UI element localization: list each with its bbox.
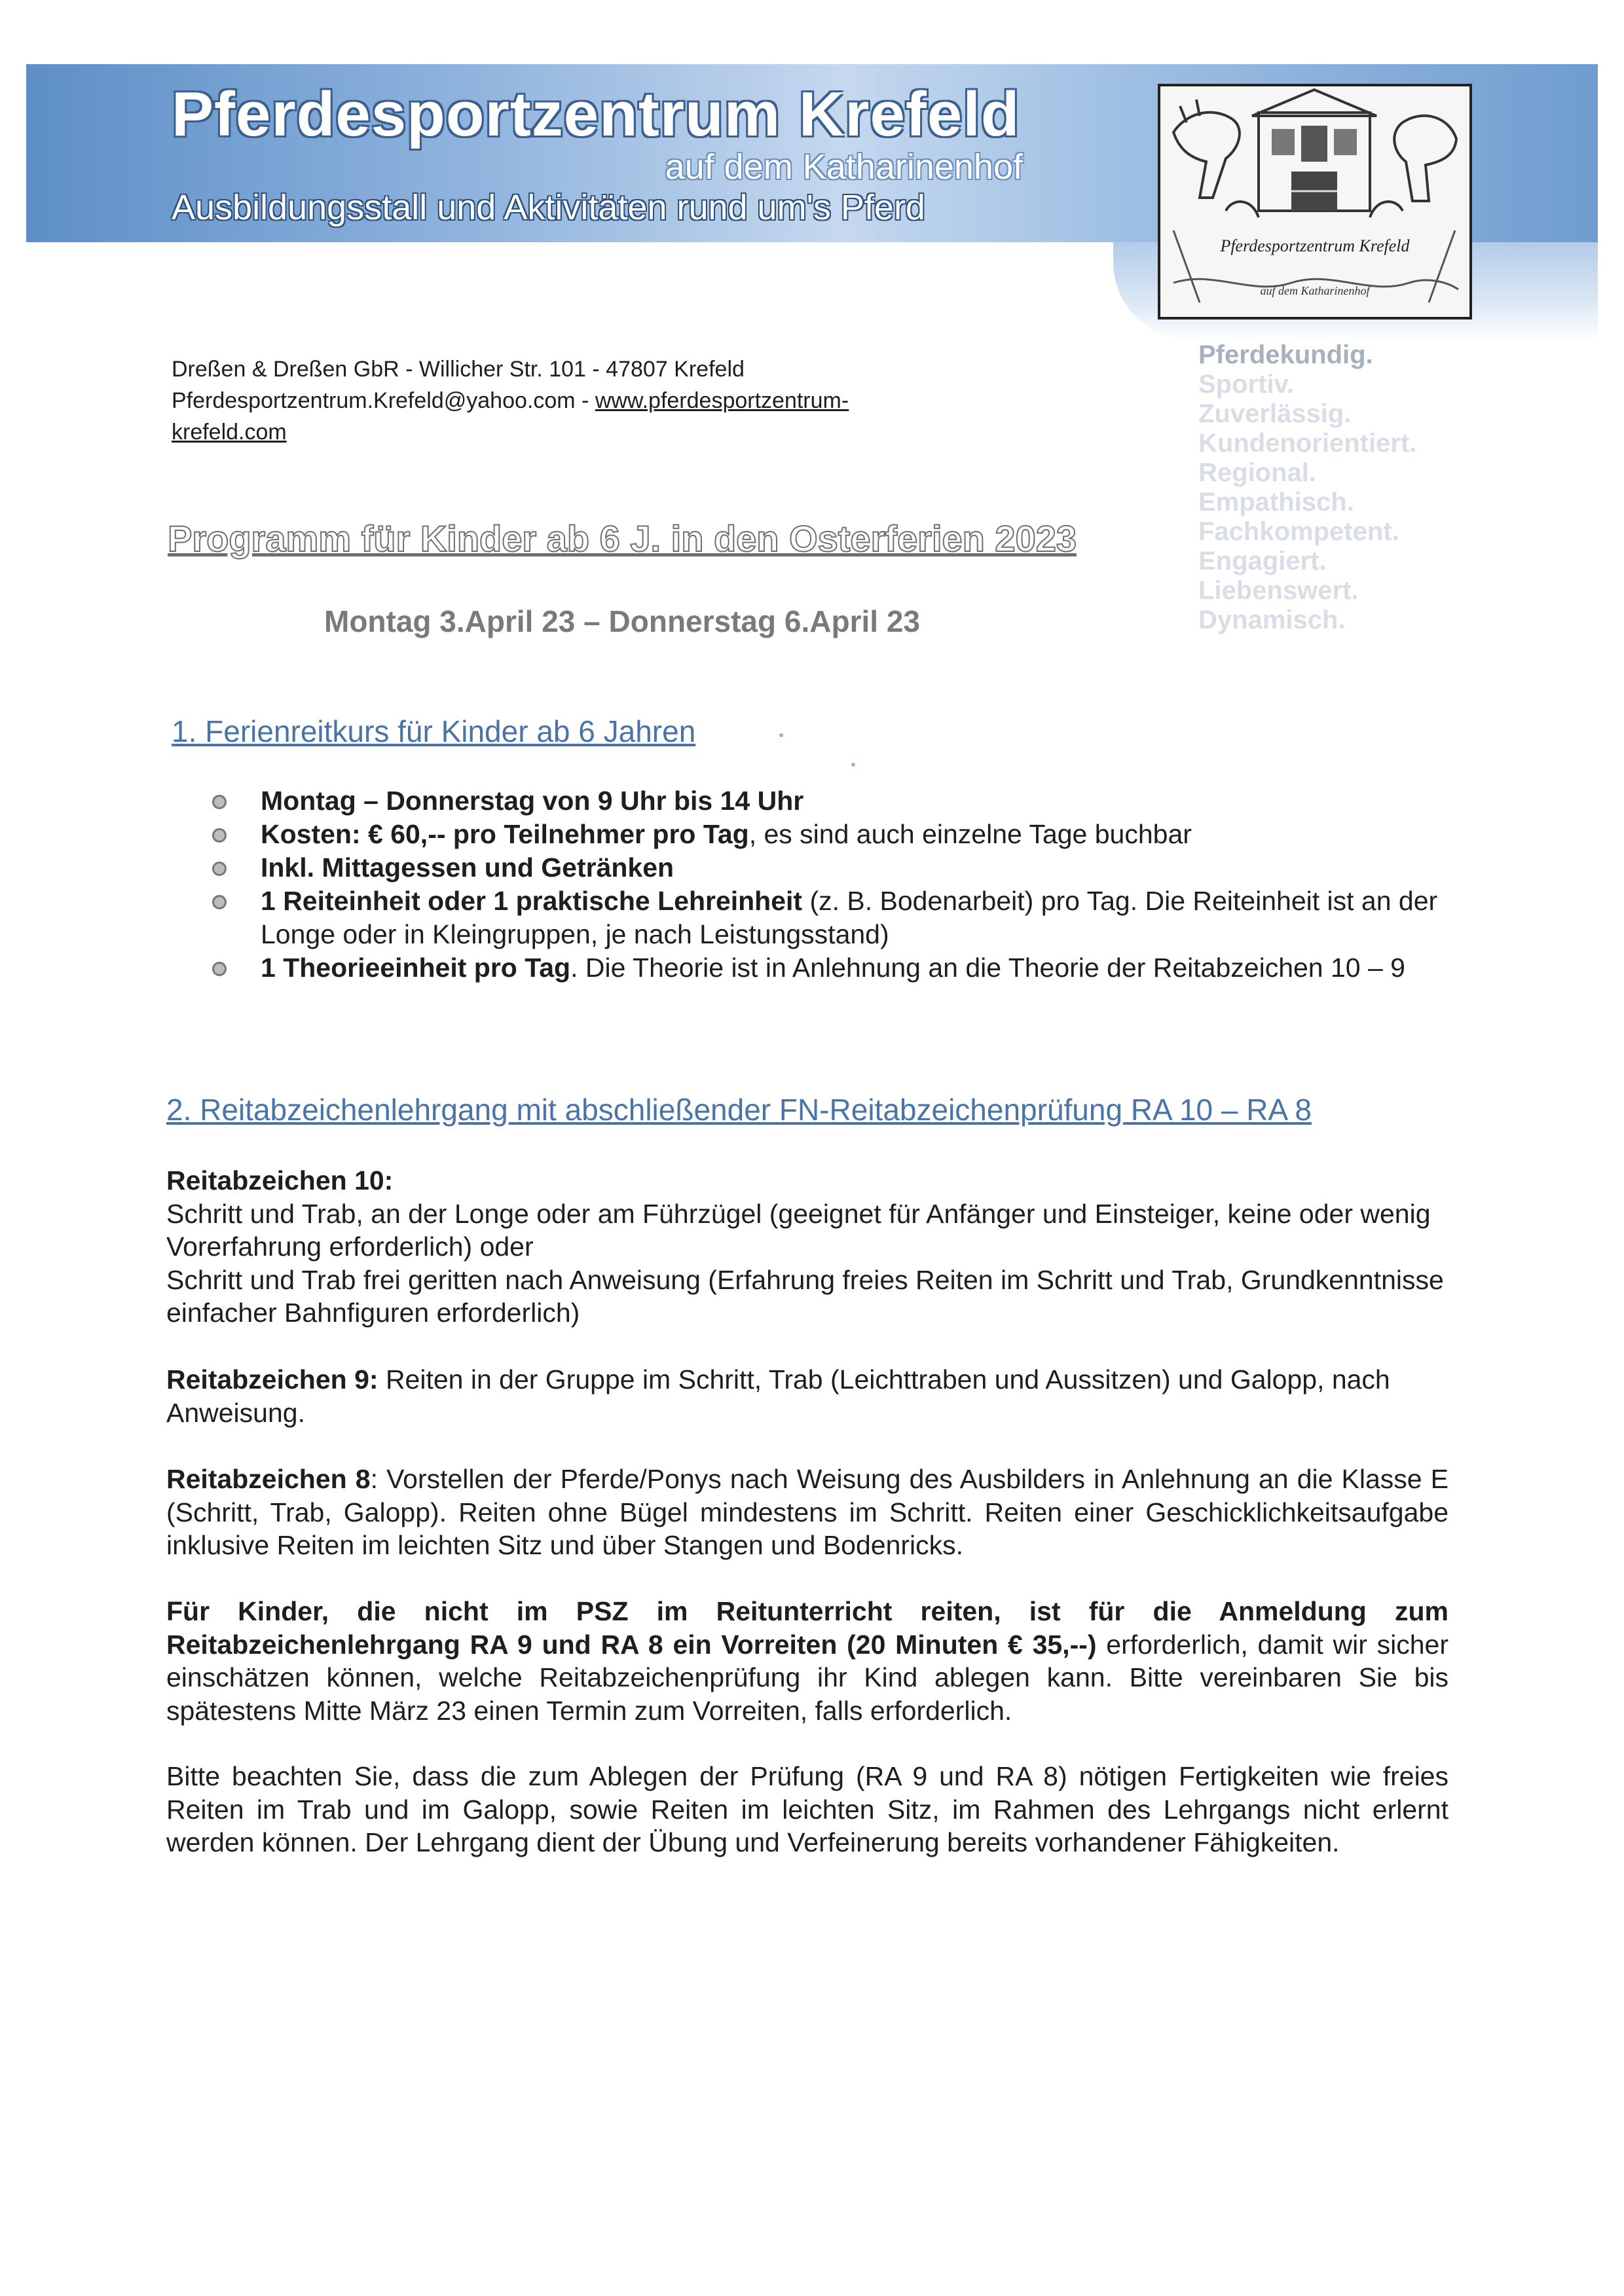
scan-speck bbox=[851, 763, 855, 767]
side-word: Dynamisch. bbox=[1198, 606, 1346, 634]
section2-heading: 2. Reitabzeichenlehrgang mit abschließender FN-Reitabzeichenprüfung RA 10 – RA 8 bbox=[166, 1093, 1312, 1127]
ra8-text: : Vorstellen der Pferde/Ponys nach Weisung des Ausbilders in Anlehnung an die Klasse E (Schritt, Trab, Galopp). Reiten ohne Bügel mindestens im Schritt. Reiten einer Geschicklichkeitsaufgabe inklusive Reiten im leichten Sitz und über Stangen und Bodenricks. bbox=[166, 1464, 1449, 1560]
ra8-label: Reitabzeichen 8 bbox=[166, 1464, 371, 1494]
registration-note-bold: Für Kinder, die nicht im PSZ im Reitunterricht reiten, ist für die Anmeldung zum Reitabzeichenlehrgang RA 9 und RA 8 ein Vorreiten (20 Minuten € 35,--) bbox=[166, 1596, 1449, 1660]
side-word: Engagiert. bbox=[1198, 547, 1327, 575]
ra10-text-2: Schritt und Trab frei geritten nach Anweisung (Erfahrung freies Reiten im Schritt und Trab, Grundkenntnisse einfacher Bahnfiguren erforderlich) bbox=[166, 1264, 1444, 1328]
bullet-icon bbox=[212, 895, 227, 909]
program-dates: Montag 3.April 23 – Donnerstag 6.April 23 bbox=[324, 604, 920, 638]
registration-note-text: erforderlich, damit wir sicher einschätzen können, welche Reitabzeichenprüfung ihr Kind ablegen kann. Bitte vereinbaren Sie bis spätestens Mitte März 23 einen Termin zum Vorreiten, falls erforderlich. bbox=[166, 1629, 1449, 1726]
side-word: Zuverlässig. bbox=[1198, 399, 1352, 428]
list-item: Kosten: € 60,-- pro Teilnehmer pro Tag, es sind auch einzelne Tage buchbar bbox=[172, 818, 1481, 851]
scan-speck bbox=[779, 733, 783, 737]
side-word: Kundenorientiert. bbox=[1198, 429, 1417, 458]
contact-line bbox=[172, 385, 944, 416]
address-line: Dreßen & Dreßen GbR - Willicher Str. 101 - 47807 Krefeld bbox=[172, 357, 745, 382]
ra8-block bbox=[166, 1463, 1449, 1562]
header-tagline: Ausbildungsstall und Aktivitäten rund um's Pferd bbox=[172, 188, 925, 227]
header-title: Pferdesportzentrum Krefeld bbox=[172, 79, 1020, 149]
section1-heading: 1. Ferienreitkurs für Kinder ab 6 Jahren bbox=[172, 714, 696, 748]
list-item: 1 Reiteinheit oder 1 praktische Lehreinheit (z. B. Bodenarbeit) pro Tag. Die Reiteinheit ist an der Longe oder in Kleingruppen, je nach Leistungsstand) bbox=[172, 884, 1481, 951]
closing-paragraph: Bitte beachten Sie, dass die zum Ablegen der Prüfung (RA 9 und RA 8) nötigen Fertigkeiten wie freies Reiten im Trab und im Galopp, sowie Reiten im leichten Sitz, im Rahmen des Lehrgangs nicht erlernt werden können. Der Lehrgang dient der Übung und Verfeinerung bereits vorhandener Fähigkeiten. bbox=[166, 1761, 1449, 1857]
horse-house-sketch-icon bbox=[1160, 86, 1469, 317]
registration-note bbox=[166, 1595, 1449, 1727]
list-item: 1 Theorieeinheit pro Tag. Die Theorie ist in Anlehnung an die Theorie der Reitabzeichen 10 – 9 bbox=[172, 951, 1481, 985]
website-link-continued[interactable]: krefeld.com bbox=[172, 420, 287, 445]
section1-bullet-list bbox=[172, 784, 1481, 985]
ra9-text: Reiten in der Gruppe im Schritt, Trab (Leichttraben und Aussitzen) und Galopp, nach Anweisung. bbox=[166, 1364, 1390, 1428]
ra9-block bbox=[166, 1363, 1449, 1429]
ra9-label: Reitabzeichen 9: bbox=[166, 1364, 378, 1394]
ra10-label: Reitabzeichen 10: bbox=[166, 1165, 394, 1195]
email-address: Pferdesportzentrum.Krefeld@yahoo.com bbox=[172, 388, 576, 413]
contact-separator: - bbox=[575, 388, 595, 413]
side-word: Liebenswert. bbox=[1198, 576, 1359, 605]
ra10-block bbox=[166, 1164, 1449, 1330]
side-slogan-list bbox=[1198, 340, 1416, 635]
bullet-icon bbox=[212, 795, 227, 809]
side-word: Sportiv. bbox=[1198, 370, 1294, 399]
side-word: Regional. bbox=[1198, 458, 1317, 487]
header-subtitle: auf dem Katharinenhof bbox=[665, 147, 1023, 187]
bullet-icon bbox=[212, 862, 227, 876]
ra10-text-1: Schritt und Trab, an der Longe oder am Führzügel (geeignet für Anfänger und Einsteiger, keine oder wenig Vorerfahrung erforderlich) oder bbox=[166, 1198, 1431, 1262]
side-word: Empathisch. bbox=[1198, 488, 1354, 517]
side-word: Fachkompetent. bbox=[1198, 517, 1399, 546]
website-link[interactable]: www.pferdesportzentrum- bbox=[595, 388, 849, 413]
logo-drawing bbox=[1158, 84, 1472, 319]
list-item: Inkl. Mittagessen und Getränken bbox=[172, 851, 1481, 884]
logo-script-text: Pferdesportzentrum Krefeld bbox=[1220, 236, 1410, 255]
side-word: Pferdekundig. bbox=[1198, 340, 1373, 369]
bullet-icon bbox=[212, 828, 227, 843]
logo-script-subtext: auf dem Katharinenhof bbox=[1260, 284, 1370, 297]
list-item: Montag – Donnerstag von 9 Uhr bis 14 Uhr bbox=[172, 784, 1481, 818]
bullet-icon bbox=[212, 962, 227, 976]
program-title: Programm für Kinder ab 6 J. in den Osterferien 2023 bbox=[168, 518, 1077, 559]
address-block bbox=[172, 354, 944, 448]
